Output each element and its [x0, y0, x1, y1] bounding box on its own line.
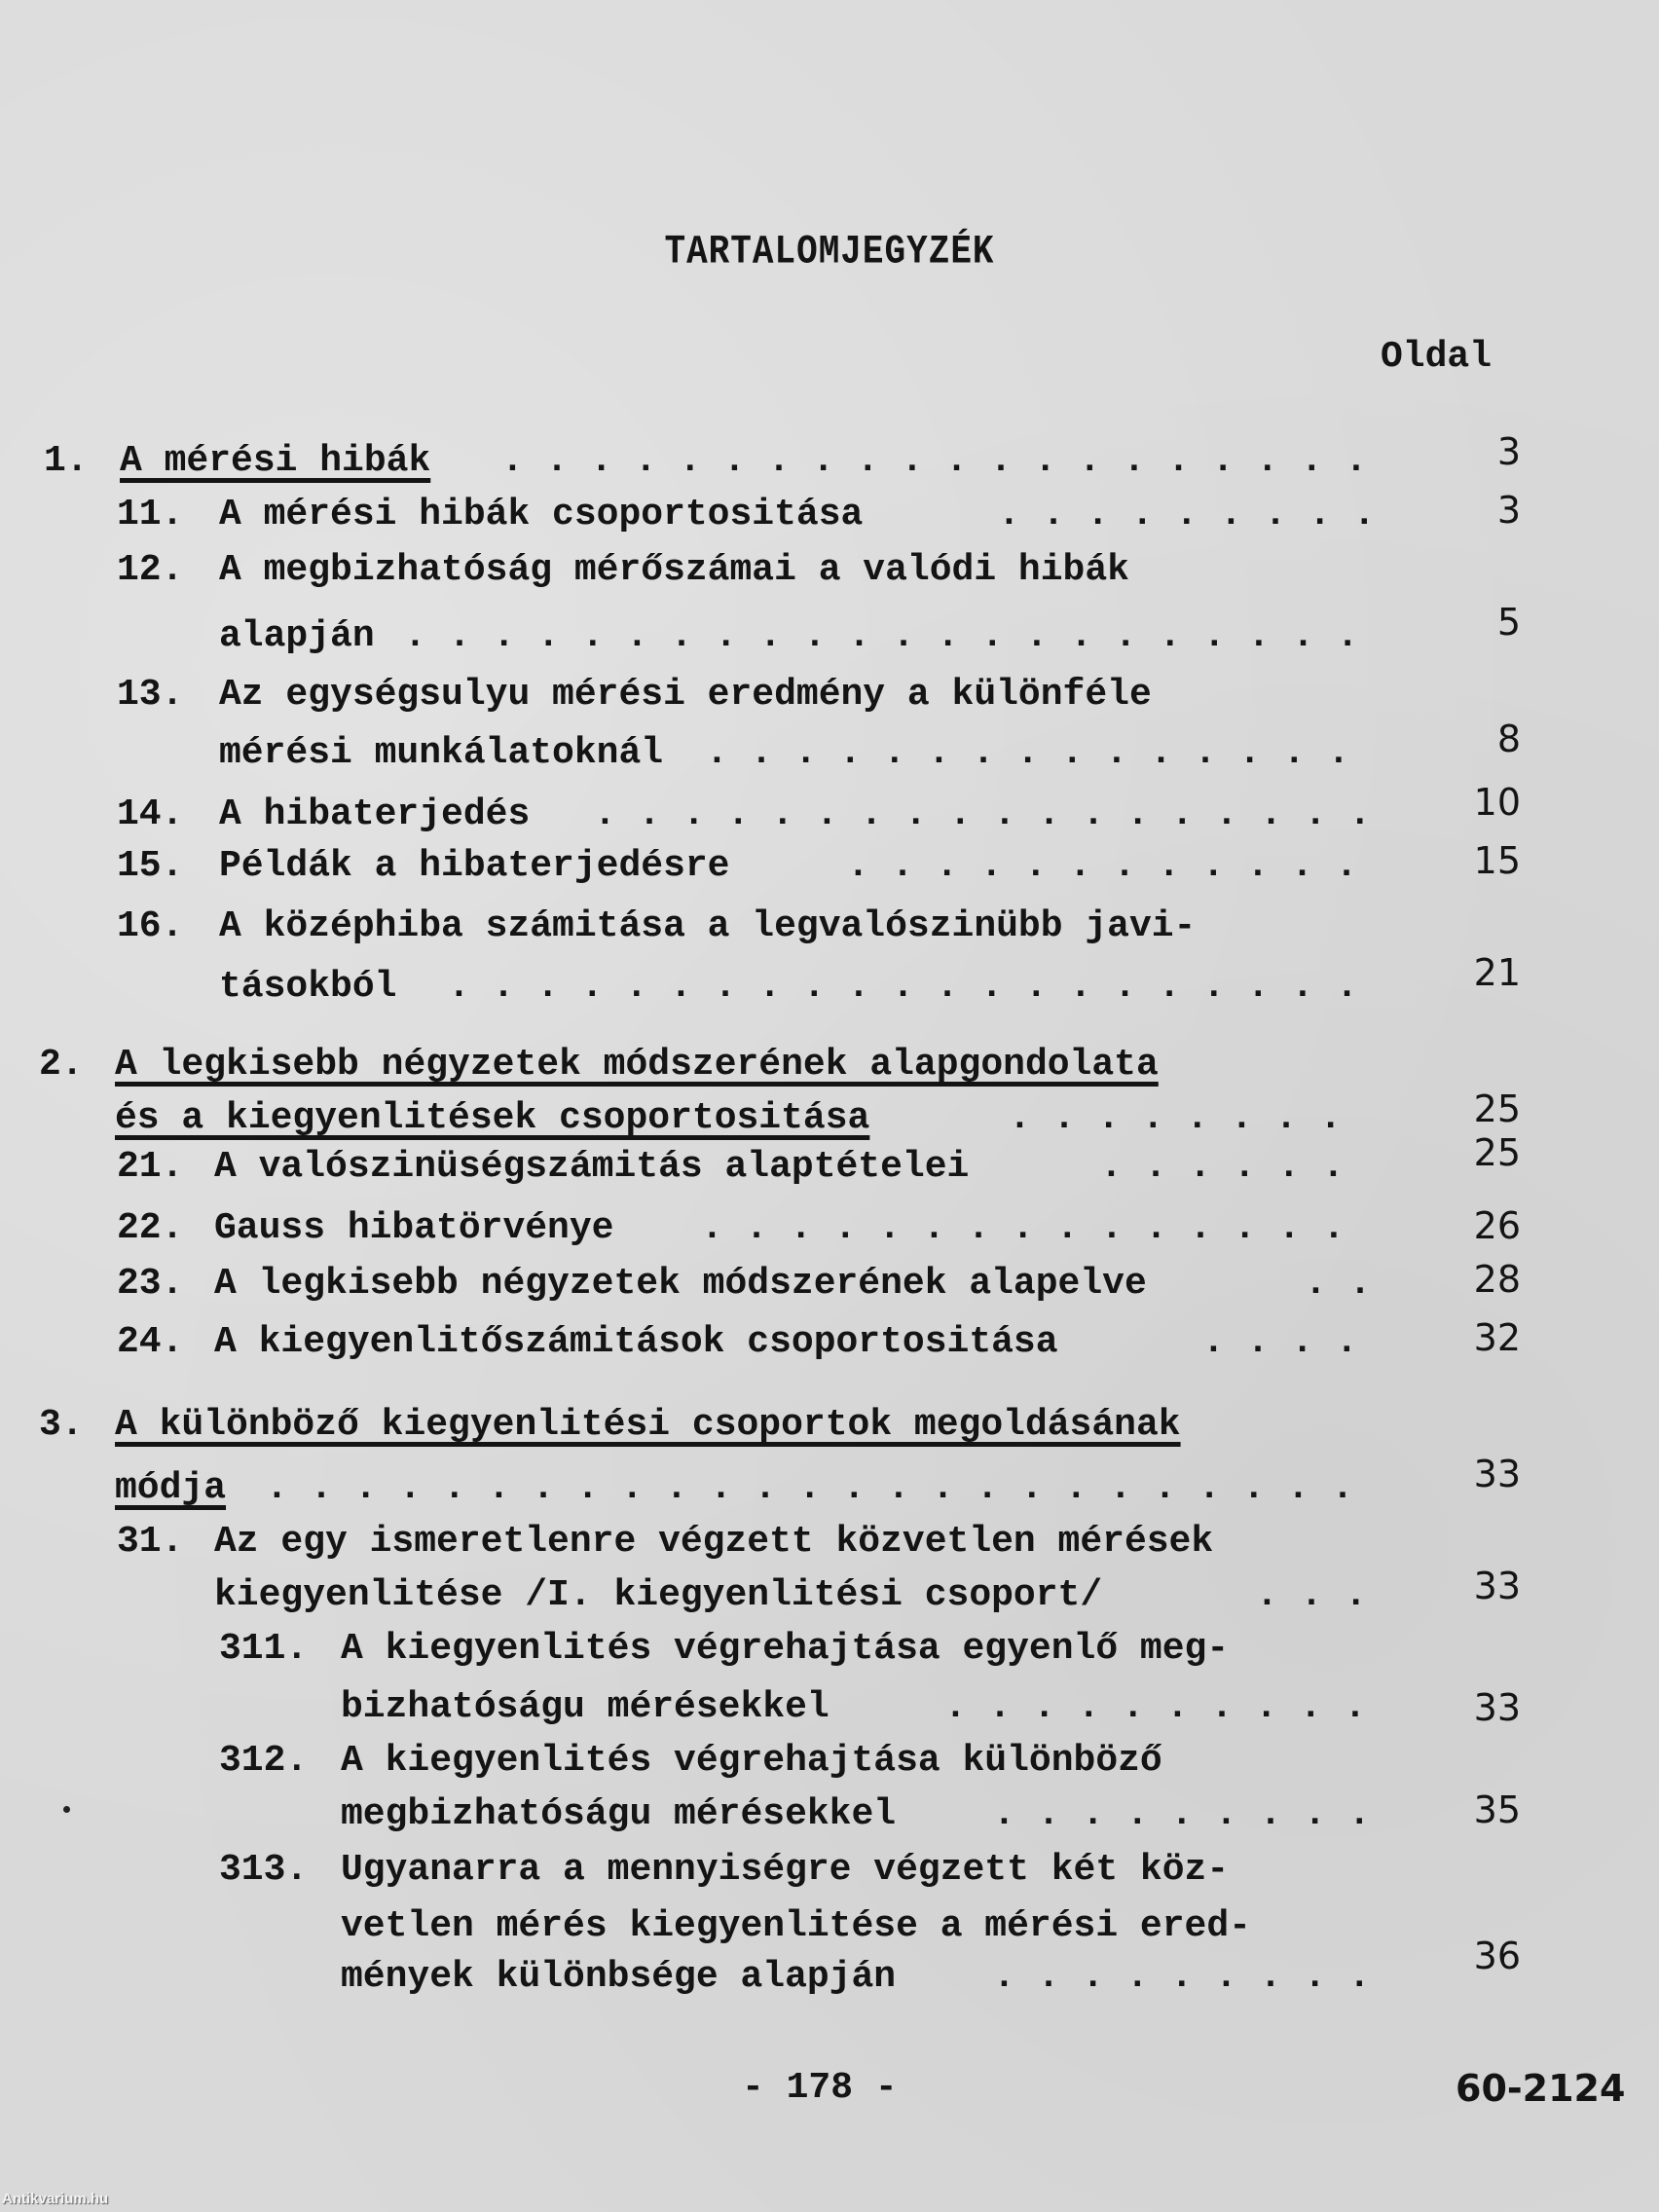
entry-number: 311.: [219, 1628, 309, 1670]
leader-dots: . . . . . . . . .: [993, 1956, 1371, 1998]
entry-title: A különböző kiegyenlitési csoportok megoldásának: [115, 1404, 1181, 1446]
leader-dots: . . . . . . . . . . . . . . . . . . . .: [501, 440, 1368, 482]
leader-dots: . . . . . . . . .: [998, 494, 1376, 535]
entry-number: 23.: [117, 1263, 184, 1305]
entry-number: 14.: [117, 793, 184, 835]
entry-number: 24.: [117, 1321, 184, 1363]
entry-title-cont: módja: [115, 1467, 227, 1509]
entry-title: A mérési hibák csoportositása: [219, 494, 864, 535]
entry-title: Az egy ismeretlenre végzett közvetlen mérések: [214, 1521, 1214, 1563]
entry-title-cont: vetlen mérés kiegyenlitése a mérési ered-: [341, 1905, 1251, 1947]
entry-title-cont: és a kiegyenlitések csoportositása: [115, 1097, 870, 1139]
entry-page: 8: [1496, 718, 1521, 760]
entry-page: 33: [1473, 1686, 1521, 1729]
entry-number: 22.: [117, 1207, 184, 1249]
entry-title: Gauss hibatörvénye: [214, 1207, 614, 1249]
leader-dots: . . . . . . . . .: [993, 1793, 1371, 1835]
document-code: 60-2124: [1456, 2067, 1626, 2110]
leader-dots: . . . . . . . . . . . . . . . . . . . . . . . . .: [266, 1467, 1354, 1509]
watermark: Antikvarium.hu: [2, 2191, 109, 2207]
entry-page: 15: [1473, 839, 1521, 882]
page-title: TARTALOMJEGYZÉK: [664, 228, 995, 276]
entry-title-cont: mények különbsége alapján: [341, 1956, 897, 1998]
entry-title-cont: bizhatóságu mérésekkel: [341, 1686, 830, 1728]
entry-title: A megbizhatóság mérőszámai a valódi hibák: [219, 549, 1129, 591]
entry-title-cont: mérési munkálatoknál: [219, 732, 664, 774]
entry-number: 313.: [219, 1849, 309, 1891]
entry-title: Ugyanarra a mennyiségre végzett két köz-: [341, 1849, 1230, 1891]
entry-title: A valószinüségszámitás alaptételei: [214, 1146, 970, 1188]
leader-dots: . . . . . . . . . . . . . . . . . . . . .: [448, 966, 1358, 1008]
leader-dots: . . . . . . . . . .: [944, 1686, 1367, 1728]
entry-title: A középhiba számitása a legvalószinübb javi-: [219, 905, 1197, 947]
entry-page: 5: [1496, 601, 1521, 644]
entry-title: A kiegyenlités végrehajtása egyenlő meg-: [341, 1628, 1230, 1670]
leader-dots: . . .: [1256, 1574, 1368, 1616]
leader-dots: . . . . . . . . . . . . . . . . . .: [594, 793, 1372, 835]
entry-page: 33: [1473, 1565, 1521, 1607]
entry-number: 15.: [117, 845, 184, 887]
entry-title-cont: tásokból: [219, 966, 397, 1008]
leader-dots: . . . . . . . . . . . . . . .: [701, 1207, 1346, 1249]
entry-title: A legkisebb négyzetek módszerének alapgondolata: [115, 1044, 1159, 1086]
entry-title: Példák a hibaterjedésre: [219, 845, 730, 887]
entry-number: 31.: [117, 1521, 184, 1563]
entry-title: A kiegyenlitőszámitások csoportositása: [214, 1321, 1058, 1363]
leader-dots: . . . .: [1202, 1321, 1358, 1363]
entry-title: A legkisebb négyzetek módszerének alapelve: [214, 1263, 1147, 1305]
entry-page: 25: [1473, 1131, 1521, 1174]
leader-dots: . . . . . .: [1100, 1146, 1345, 1188]
entry-page: 21: [1473, 951, 1521, 994]
entry-page: 32: [1473, 1316, 1521, 1359]
entry-page: 3: [1496, 489, 1521, 532]
entry-title: A mérési hibák: [120, 440, 431, 482]
entry-page: 25: [1473, 1088, 1521, 1130]
entry-title-cont: kiegyenlitése /I. kiegyenlitési csoport/: [214, 1574, 1103, 1616]
entry-number: 3.: [39, 1404, 84, 1446]
leader-dots: . . . . . . . . . . . .: [847, 845, 1358, 887]
entry-number: 11.: [117, 494, 184, 535]
entry-title: A hibaterjedés: [219, 793, 531, 835]
entry-page: 10: [1473, 781, 1521, 824]
entry-page: 36: [1473, 1935, 1521, 1977]
page-column-header: Oldal: [1381, 336, 1493, 378]
leader-dots: . . . . . . . . . . . . . . .: [706, 732, 1350, 774]
entry-number: 2.: [39, 1044, 84, 1086]
entry-title: A kiegyenlités végrehajtása különböző: [341, 1740, 1162, 1782]
ink-speck: [63, 1806, 70, 1813]
entry-page: 33: [1473, 1453, 1521, 1495]
entry-number: 312.: [219, 1740, 309, 1782]
entry-number: 12.: [117, 549, 184, 591]
leader-dots: . . . . . . . .: [1009, 1097, 1343, 1139]
entry-page: 3: [1496, 430, 1521, 473]
entry-number: 1.: [44, 440, 89, 482]
entry-title-cont: alapján: [219, 615, 375, 657]
page-number: - 178 -: [742, 2067, 898, 2109]
entry-page: 35: [1473, 1788, 1521, 1831]
entry-title-cont: megbizhatóságu mérésekkel: [341, 1793, 897, 1835]
entry-number: 13.: [117, 674, 184, 716]
entry-number: 21.: [117, 1146, 184, 1188]
entry-page: 28: [1473, 1258, 1521, 1301]
entry-page: 26: [1473, 1204, 1521, 1247]
leader-dots: . . . . . . . . . . . . . . . . . . . . . .: [404, 615, 1359, 657]
entry-title: Az egységsulyu mérési eredmény a különféle: [219, 674, 1152, 716]
leader-dots: . .: [1305, 1263, 1372, 1305]
entry-number: 16.: [117, 905, 184, 947]
